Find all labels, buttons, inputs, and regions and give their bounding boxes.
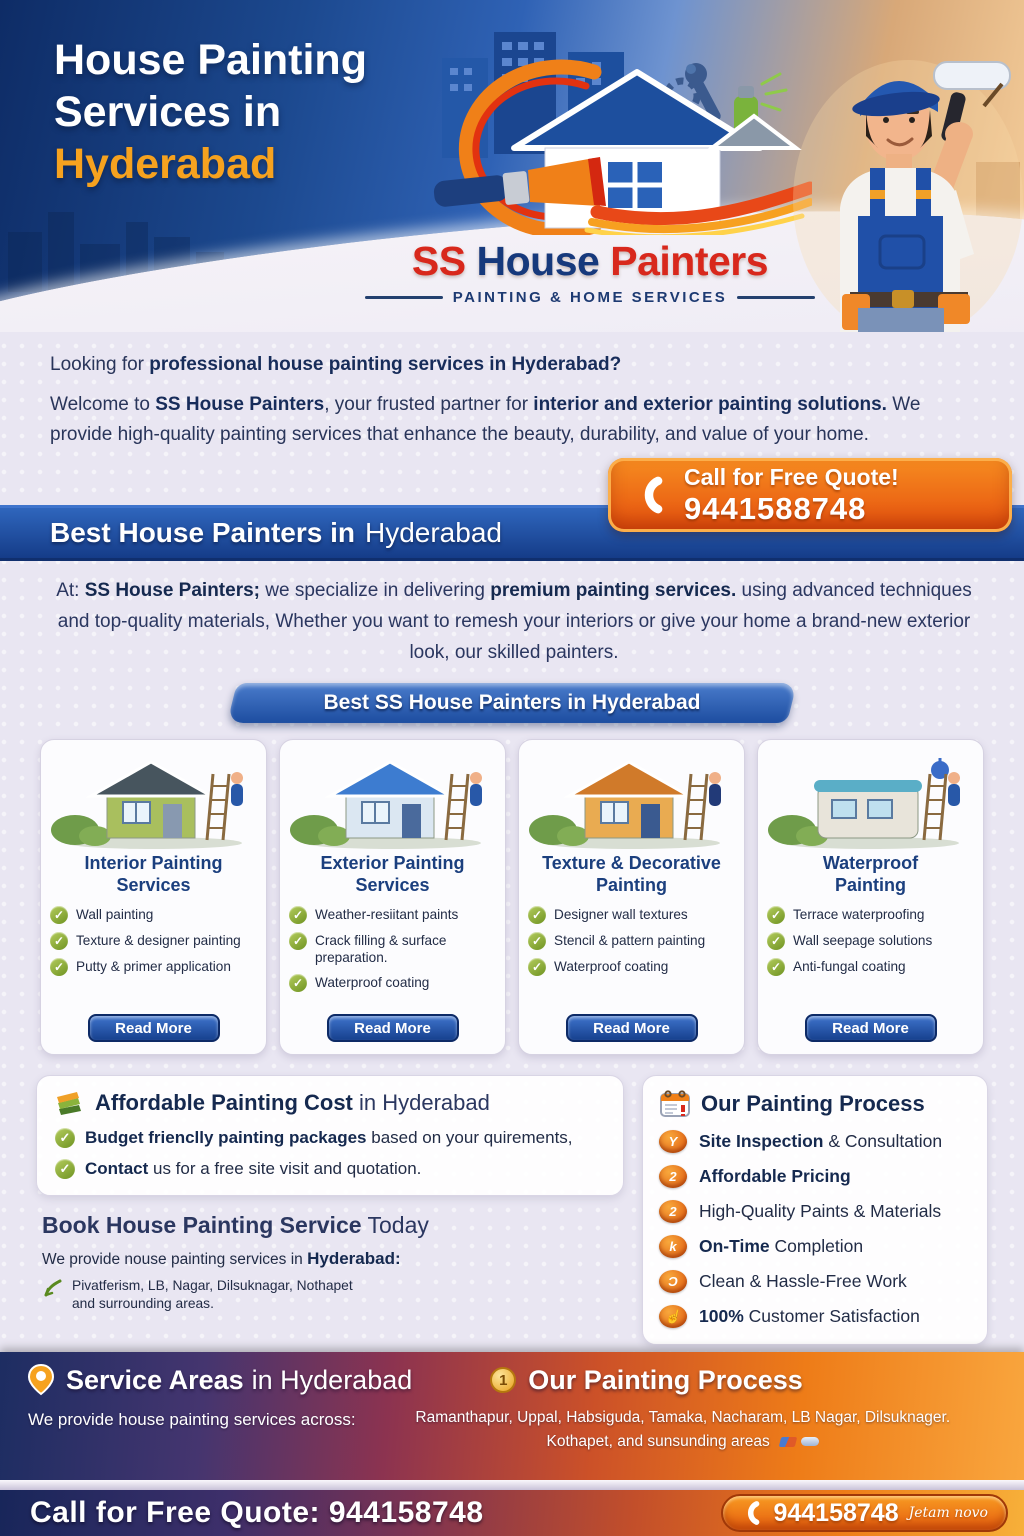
house-illustration: [768, 746, 974, 850]
check-icon: ✓: [50, 932, 68, 950]
card-title: Waterproof Painting: [822, 853, 919, 895]
list-item: ✓ Designer wall textures: [528, 906, 735, 924]
card-feature-list: [50, 906, 257, 976]
check-icon: ✓: [50, 958, 68, 976]
list-item: ✓ Wall painting: [50, 906, 257, 924]
painting-process-panel: Our Painting Process Y Site Inspection & Consultation 2 Affordable Pricing 2 High-Quality Paints & Materials k On-Time Completion Ɔ Clean & Hassle-Free Work ☝ 100% Customer Satisfaction: [642, 1075, 988, 1345]
card-exterior-painting: [279, 739, 506, 1055]
brand-tagline: PAINTING & HOME SERVICES: [452, 289, 728, 306]
check-icon: ✓: [528, 906, 546, 924]
leaf-arrow-icon: [42, 1277, 64, 1299]
process-step: Y Site Inspection & Consultation: [659, 1130, 971, 1153]
footer-phone-number: 944158748: [773, 1498, 899, 1527]
list-item: ✓ Wall seepage solutions: [767, 932, 974, 950]
brand-ss: SS: [411, 238, 466, 284]
brand-name: [355, 238, 825, 306]
service-areas-banner: [0, 1352, 1024, 1480]
areas-list: Ramanthapur, Uppal, Habsiguda, Tamaka, Nacharam, LB Nagar, Dilsuknager. Kothapet, and sunsunding areas: [415, 1409, 951, 1450]
affordable-cost-panel: Affordable Painting Cost in Hyderabad ✓ Budget frienclly painting packages based on your quirements, ✓ Contact us for a free site visit and quotation.: [36, 1075, 624, 1196]
call-quote-button[interactable]: [608, 458, 1012, 532]
list-item: ✓ Waterproof coating: [289, 974, 496, 992]
step-badge: 2: [659, 1200, 687, 1223]
check-icon: ✓: [50, 906, 68, 924]
service-cards: [40, 739, 984, 1055]
divider-strip: [0, 1480, 1024, 1490]
brand-house: House: [476, 238, 600, 284]
logo-house-brush-icon: [382, 30, 812, 235]
quote-label: Call for Free Quote!: [684, 463, 899, 490]
list-item: ✓ Contact us for a free site visit and quotation.: [55, 1159, 605, 1179]
check-icon: ✓: [289, 932, 307, 950]
check-icon: ✓: [767, 932, 785, 950]
areas-lead: We provide house painting services across:: [28, 1410, 356, 1429]
read-more-button[interactable]: Read More: [566, 1014, 698, 1042]
read-more-button[interactable]: Read More: [327, 1014, 459, 1042]
list-item: ✓ Texture & designer painting: [50, 932, 257, 950]
brand-painters: Painters: [610, 238, 769, 284]
phone-icon: [634, 475, 668, 515]
intro-question: Looking for professional house painting services in Hyderabad?: [50, 354, 622, 375]
service-areas-title: Service Areas in Hyderabad: [66, 1364, 413, 1395]
about-paragraph: At: SS House Painters; we specialize in delivering premium painting services. using advanced techniques and top-quality materials, Whether you want to remesh your interiors or give your home a brand-new exterior look, our skilled painters.: [56, 580, 972, 663]
phone-icon: [741, 1500, 763, 1526]
house-illustration: [290, 746, 496, 850]
check-icon: ✓: [767, 906, 785, 924]
book-title: Book House Painting Service Today: [42, 1212, 429, 1238]
intro-paragraph: Welcome to SS House Painters, your frusted partner for interior and exterior painting solutions. We provide high-quality painting services that enhance the beauty, durability, and value of your home.: [50, 394, 921, 445]
book-service-section: [36, 1212, 624, 1313]
tagline-rule-left: [365, 296, 443, 299]
header: [0, 0, 1024, 332]
info-columns: [36, 1075, 988, 1345]
list-item: ✓ Putty & primer application: [50, 958, 257, 976]
process-step: ☝ 100% Customer Satisfaction: [659, 1305, 971, 1328]
card-title: Texture & Decorative Painting: [542, 853, 721, 895]
painting-process-title: Our Painting Process: [528, 1364, 803, 1395]
number-badge: 1: [490, 1367, 516, 1393]
list-item: ✓ Crack filling & surface preparation.: [289, 932, 496, 966]
sub-banner-text: Best SS House Painters in Hyderabad: [323, 691, 701, 714]
process-step: 2 High-Quality Paints & Materials: [659, 1200, 971, 1223]
calendar-icon: [659, 1090, 691, 1118]
book-areas: Pivatferism, LB, Nagar, Dilsuknagar, Nothapet and surrounding areas.: [42, 1277, 624, 1313]
step-badge: Ɔ: [659, 1270, 687, 1293]
flag-icons: [780, 1437, 819, 1447]
list-item: ✓ Waterproof coating: [528, 958, 735, 976]
list-item: ✓ Budget frienclly painting packages based on your quirements,: [55, 1128, 605, 1148]
check-icon: ✓: [528, 958, 546, 976]
book-lead: We provide nouse painting services in Hyderabad:: [42, 1249, 401, 1268]
check-icon: ✓: [767, 958, 785, 976]
card-feature-list: [528, 906, 735, 976]
affordable-list: [55, 1128, 605, 1179]
check-icon: ✓: [55, 1128, 75, 1148]
best-painters-banner: Best House Painters in Hyderabad: [0, 505, 1024, 561]
process-step: Ɔ Clean & Hassle-Free Work: [659, 1270, 971, 1293]
footer-bar: [0, 1490, 1024, 1536]
check-icon: ✓: [528, 932, 546, 950]
paint-swatch-icon: [55, 1091, 85, 1115]
map-pin-icon: [28, 1364, 54, 1396]
list-item: ✓ Stencil & pattern painting: [528, 932, 735, 950]
quote-phone: 9441588748: [684, 490, 867, 526]
painter-illustration: [788, 40, 1024, 332]
card-waterproof-painting: [757, 739, 984, 1055]
process-step: k On-Time Completion: [659, 1235, 971, 1258]
read-more-button[interactable]: Read More: [88, 1014, 220, 1042]
sub-banner: [232, 683, 792, 723]
step-badge: Y: [659, 1130, 687, 1153]
footer-phone-button[interactable]: [721, 1494, 1008, 1532]
house-illustration: [529, 746, 735, 850]
read-more-button[interactable]: Read More: [805, 1014, 937, 1042]
card-title: Exterior Painting Services: [320, 853, 465, 895]
card-title: Interior Painting Services: [84, 853, 223, 895]
process-steps: [659, 1130, 971, 1328]
step-badge: k: [659, 1235, 687, 1258]
check-icon: ✓: [289, 974, 307, 992]
check-icon: ✓: [55, 1159, 75, 1179]
footer-quote-text: Call for Free Quote: 944158748: [30, 1496, 484, 1529]
check-icon: ✓: [289, 906, 307, 924]
about-section: [0, 561, 1024, 669]
card-texture-painting: [518, 739, 745, 1055]
process-step: 2 Affordable Pricing: [659, 1165, 971, 1188]
card-interior-painting: [40, 739, 267, 1055]
step-badge: 2: [659, 1165, 687, 1188]
card-feature-list: [767, 906, 974, 976]
step-badge: ☝: [659, 1305, 687, 1328]
list-item: ✓ Anti-fungal coating: [767, 958, 974, 976]
list-item: ✓ Terrace waterproofing: [767, 906, 974, 924]
page-title: House Painting Services in Hyderabad: [54, 36, 367, 188]
house-illustration: [51, 746, 257, 850]
footer-script-text: Jetam novo: [908, 1505, 988, 1521]
card-feature-list: [289, 906, 496, 992]
list-item: ✓ Weather-resiitant paints: [289, 906, 496, 924]
